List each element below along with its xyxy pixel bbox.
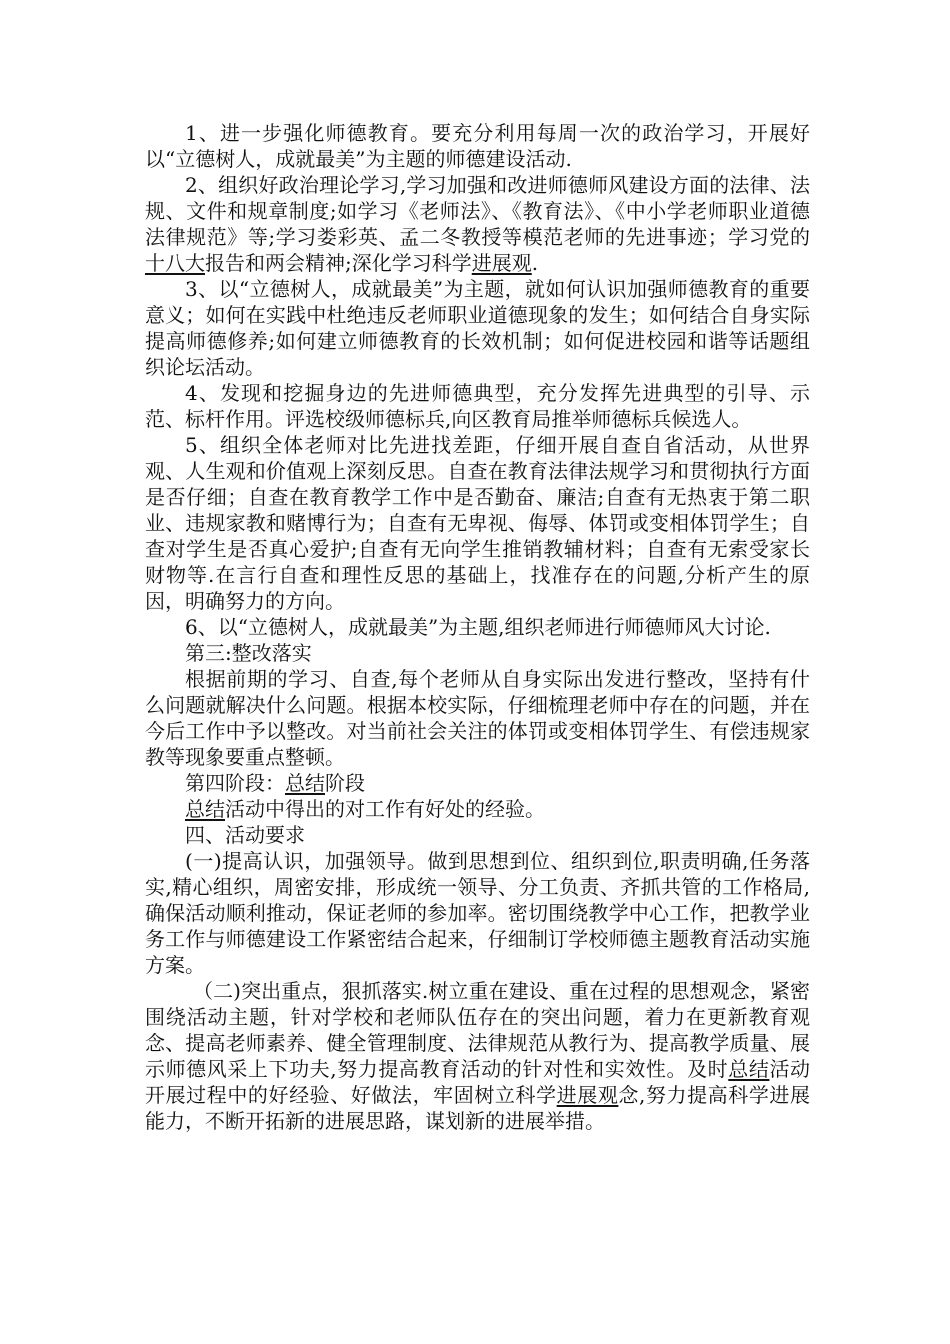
link-summary-3[interactable]: 总结 xyxy=(728,1057,770,1081)
link-summary-2[interactable]: 总结 xyxy=(185,797,225,821)
section-4-heading xyxy=(145,822,810,848)
link-summary[interactable]: 总结 xyxy=(285,771,325,795)
item-1-text: 1、进一步强化师德教育。要充分利用每周一次的政治学习，开展好以“立德树人，成就最美”为主题的师德建设活动. xyxy=(145,121,810,171)
item-2-text-end: . xyxy=(531,251,539,275)
item-5-text: 5、组织全体老师对比先进找差距，仔细开展自查自省活动，从世界观、人生观和价值观上深刻反思。自查在教育法律法规学习和贯彻执行方面是否仔细；自查在教育教学工作中是否勤奋、廉洁;自查有无热衷于第二职业、违规家教和赌博行为；自查有无卑视、侮辱、体罚或变相体罚学生；自查对学生是否真心爱护;自查有无向学生推销教辅材料；自查有无索受家长财物等.在言行自查和理性反思的基础上，找准存在的问题,分析产生的原因，明确努力的方向。 xyxy=(145,433,810,613)
link-development-view-2[interactable]: 进展观 xyxy=(556,1083,619,1107)
link-development-view[interactable]: 进展观 xyxy=(471,251,532,275)
item-2-text: 2、组织好政治理论学习,学习加强和改进师德师风建设方面的法律、法规、文件和规章制度;如学习《老师法》、《教育法》、《中小学老师职业道德法律规范》等;学习娄彩英、孟二冬教授等模范老师的先进事迹；学习党的 xyxy=(145,173,810,249)
item-6-text: 6、以“立德树人，成就最美”为主题,组织老师进行师德师风大讨论. xyxy=(185,615,771,639)
requirement-2-text: （二)突出重点，狠抓落实.树立重在建设、重在过程的思想观念，紧密围绕活动主题，针对学校和老师队伍存在的突出问题，着力在更新教育观念、提高老师素养、健全管理制度、法律规范从教行为、提高教学质量、展示师德风采上下功夫,努力提高教育活动的针对性和实效性。及时 xyxy=(145,979,810,1081)
stage-4-body xyxy=(145,796,810,822)
item-3-text: 3、以“立德树人，成就最美”为主题，就如何认识加强师德教育的重要意义；如何在实践中杜绝违反老师职业道德现象的发生；如何结合自身实际提高师德修养;如何建立师德教育的长效机制；如何促进校园和谐等话题组织论坛活动。 xyxy=(145,277,810,379)
requirement-2-text-cont: 活动开展过程中的好经验、好做法，牢固树立科学 xyxy=(145,1057,811,1107)
stage-3-body xyxy=(145,666,810,770)
link-eighteenth-congress[interactable]: 十八大 xyxy=(145,251,205,275)
item-5-paragraph xyxy=(145,432,810,614)
item-4-text: 4、发现和挖掘身边的先进师德典型，充分发挥先进典型的引导、示范、标杆作用。评选校级师德标兵,向区教育局推举师德标兵候选人。 xyxy=(145,381,810,431)
requirement-1 xyxy=(145,848,810,978)
document-body xyxy=(145,120,810,1134)
item-3-paragraph xyxy=(145,276,810,380)
stage-3-heading-text: 第三:整改落实 xyxy=(185,641,312,665)
requirement-1-text: (一)提高认识，加强领导。做到思想到位、组织到位,职责明确,任务落实,精心组织，周密安排，形成统一领导、分工负责、齐抓共管的工作格局,确保活动顺利推动，保证老师的参加率。密切围绕教学中心工作，把教学业务工作与师德建设工作紧密结合起来，仔细制订学校师德主题教育活动实施方案。 xyxy=(145,849,810,977)
requirement-2-text-end: 念,努力提高科学进展能力，不断开拓新的进展思路，谋划新的进展举措。 xyxy=(145,1083,811,1133)
stage-3-heading xyxy=(145,640,810,666)
item-4-paragraph xyxy=(145,380,810,432)
stage-4-heading-suffix: 阶段 xyxy=(325,771,365,795)
section-4-heading-text: 四、活动要求 xyxy=(185,823,305,847)
stage-3-body-text: 根据前期的学习、自查,每个老师从自身实际出发进行整改，坚持有什么问题就解决什么问题。根据本校实际，仔细梳理老师中存在的问题，并在今后工作中予以整改。对当前社会关注的体罚或变相体罚学生、有偿违规家教等现象要重点整顿。 xyxy=(145,667,810,769)
requirement-2 xyxy=(145,978,810,1134)
item-1-paragraph xyxy=(145,120,810,172)
item-6-paragraph xyxy=(145,614,810,640)
stage-4-body-text: 活动中得出的对工作有好处的经验。 xyxy=(225,797,545,821)
item-2-text-cont: 报告和两会精神;深化学习科学 xyxy=(205,251,472,275)
stage-4-heading-prefix: 第四阶段： xyxy=(185,771,285,795)
stage-4-heading xyxy=(145,770,810,796)
item-2-paragraph xyxy=(145,172,810,276)
